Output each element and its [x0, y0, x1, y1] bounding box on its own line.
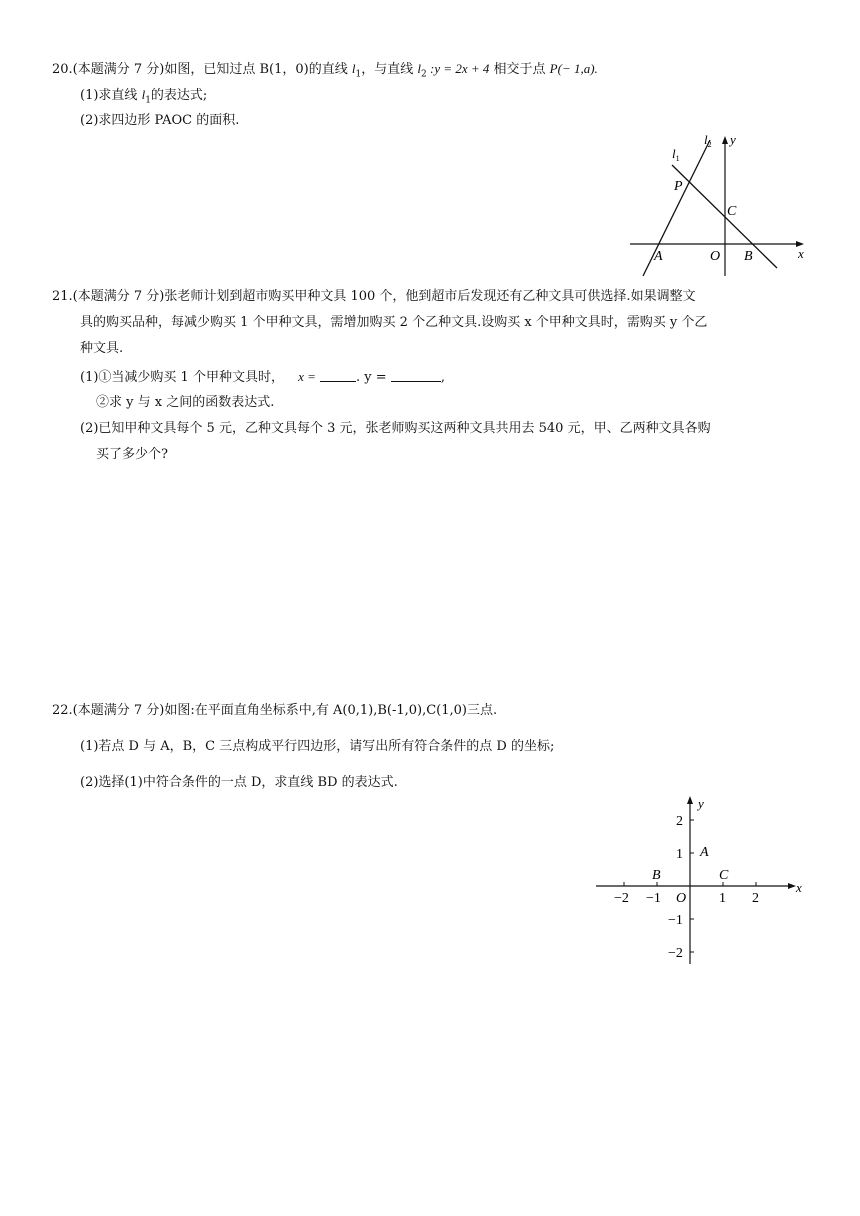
q20-label-x: x — [798, 246, 804, 261]
q21-line2: 具的购买品种，每减少购买 1 个甲种文具，需增加购买 2 个乙种文具.设购买 x 个甲种文具时，需购买 y 个乙 — [80, 315, 708, 330]
q21-part2-line2: 买了多少个? — [96, 447, 168, 462]
q20-label-A: A — [654, 249, 663, 264]
q22-tick-label-x-1: 1 — [719, 891, 726, 906]
q21-part1a: (1)①当减少购买 1 个甲种文具时， x = . y = , — [80, 369, 445, 385]
answer-blank-y[interactable] — [391, 369, 441, 382]
q22-y-arrow — [687, 796, 693, 804]
q22-part2: (2)选择(1)中符合条件的一点 D，求直线 BD 的表达式. — [80, 775, 398, 790]
q20-label-y: y — [730, 132, 736, 147]
q22-label-x: x — [796, 880, 802, 895]
q20-label-l2: $l_2$ — [704, 132, 712, 149]
q22-line1: 22.(本题满分 7 分)如图:在平面直角坐标系中,有 A(0,1),B(-1,0),C(1,0)三点. — [52, 703, 498, 718]
q22-label-A: A — [700, 845, 709, 860]
q22-part1: (1)若点 D 与 A，B，C 三点构成平行四边形，请写出所有符合条件的点 D 的坐标; — [80, 739, 555, 754]
q22-tick-label-y-1: 1 — [676, 847, 683, 862]
q22-tick-label-x-m1: −1 — [646, 891, 661, 906]
q22-tick-label-y-2: 2 — [676, 814, 683, 829]
q20-part1: (1)求直线 $l_1$的表达式; — [80, 87, 208, 106]
q22-tick-label-x-2: 2 — [752, 891, 759, 906]
q20-label-C: C — [727, 204, 737, 219]
q22-figure — [590, 790, 814, 970]
answer-blank-x[interactable] — [320, 369, 356, 382]
q20-label-P: P — [674, 179, 683, 194]
q21-part2-line1: (2)已知甲种文具每个 5 元，乙种文具每个 3 元，张老师购买这两种文具共用去 540 元，甲、乙两种文具各购 — [80, 421, 711, 436]
q22-label-C: C — [719, 868, 729, 883]
q22-x-arrow — [788, 883, 796, 889]
q21-part1b: ②求 y 与 x 之间的函数表达式. — [96, 395, 275, 410]
q20-label-O: O — [710, 249, 721, 264]
q21-line3: 种文具. — [80, 341, 124, 356]
q22-tick-label-x-m2: −2 — [614, 891, 629, 906]
q20-header: 20.(本题满分 7 分)如图，已知过点 B(1，0)的直线 $l_1$，与直线 $l_2$ :y = 2x + 4 相交于点 P(− 1,a). — [52, 61, 598, 80]
q22-label-B: B — [652, 868, 661, 883]
q22-tick-label-y-m2: −2 — [668, 946, 683, 961]
q20-y-arrow — [722, 136, 728, 144]
q20-label-B: B — [744, 249, 753, 264]
q22-tick-label-y-m1: −1 — [668, 913, 683, 928]
q21-line1: 21.(本题满分 7 分)张老师计划到超市购买甲种文具 100 个，他到超市后发现还有乙种文具可供选择.如果调整文 — [52, 289, 696, 304]
q22-label-O: O — [676, 891, 687, 906]
q20-part2: (2)求四边形 PAOC 的面积. — [80, 113, 240, 128]
q20-label-l1: $l_1$ — [672, 146, 680, 163]
q20-figure — [620, 128, 820, 280]
q22-label-y: y — [698, 796, 704, 811]
